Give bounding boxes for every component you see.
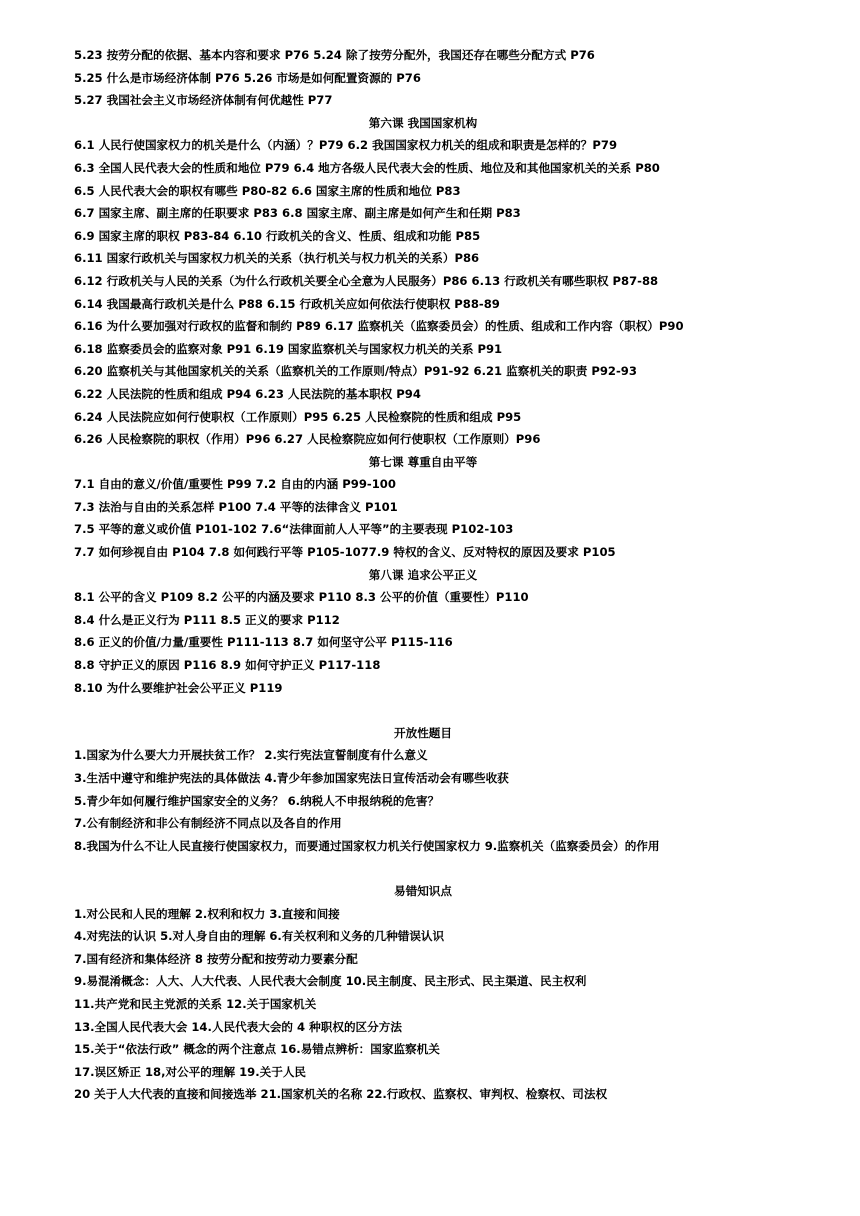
text-line: 9.易混淆概念：人大、人大代表、人民代表大会制度 10.民主制度、民主形式、民主渠道、民主权利 (74, 974, 587, 989)
text-line: 8.6 正义的价值/力量/重要性 P111-113 8.7 如何坚守公平 P115-116 (74, 635, 453, 650)
text-line: 6.7 国家主席、副主席的任职要求 P83 6.8 国家主席、副主席是如何产生和任期 P83 (74, 206, 521, 221)
text-line: 6.16 为什么要加强对行政权的监督和制约 P89 6.17 监察机关（监察委员会）的性质、组成和工作内容（职权）P90 (74, 319, 684, 334)
text-line: 5.27 我国社会主义市场经济体制有何优越性 P77 (74, 93, 333, 108)
text-line: 6.5 人民代表大会的职权有哪些 P80-82 6.6 国家主席的性质和地位 P83 (74, 183, 461, 198)
text-line: 6.14 我国最高行政机关是什么 P88 6.15 行政机关应如何依法行使职权 P88-89 (74, 296, 500, 311)
text-line: 7.3 法治与自由的关系怎样 P100 7.4 平等的法律含义 P101 (74, 499, 398, 514)
text-line: 5.青少年如何履行维护国家安全的义务？ 6.纳税人不申报纳税的危害？ (74, 793, 440, 808)
text-line: 7.7 如何珍视自由 P104 7.8 如何践行平等 P105-1077.9 特权的含义、反对特权的原因及要求 P105 (74, 545, 616, 560)
text-line: 8.8 守护正义的原因 P116 8.9 如何守护正义 P117-118 (74, 658, 381, 673)
section-heading: 第八课 追求公平正义 (368, 567, 478, 582)
text-line: 6.18 监察委员会的监察对象 P91 6.19 国家监察机关与国家权力机关的关系 P91 (74, 341, 503, 356)
text-line: 6.20 监察机关与其他国家机关的关系（监察机关的工作原则/特点）P91-92 6.21 监察机关的职责 P92-93 (74, 364, 637, 379)
section-heading: 第七课 尊重自由平等 (368, 454, 478, 469)
text-line: 5.25 什么是市场经济体制 P76 5.26 市场是如何配置资源的 P76 (74, 70, 421, 85)
text-line: 8.1 公平的含义 P109 8.2 公平的内涵及要求 P110 8.3 公平的价值（重要性）P110 (74, 590, 529, 605)
section-heading: 开放性题目 (394, 725, 452, 740)
text-line: 7.5 平等的意义或价值 P101-102 7.6“法律面前人人平等”的主要表现 P102-103 (74, 522, 514, 537)
text-line: 11.共产党和民主党派的关系 12.关于国家机关 (74, 996, 317, 1011)
text-line: 8.10 为什么要维护社会公平正义 P119 (74, 680, 283, 695)
text-line: 8.我国为什么不让人民直接行使国家权力，而要通过国家权力机关行使国家权力 9.监察机关（监察委员会）的作用 (74, 838, 660, 853)
section-heading: 易错知识点 (394, 883, 452, 898)
text-line: 3.生活中遵守和维护宪法的具体做法 4.青少年参加国家宪法日宣传活动会有哪些收获 (74, 771, 509, 785)
text-line: 6.12 行政机关与人民的关系（为什么行政机关要全心全意为人民服务）P86 6.13 行政机关有哪些职权 P87-88 (74, 273, 659, 288)
text-line: 20 关于人大代表的直接和间接选举 21.国家机关的名称 22.行政权、监察权、审判权、检察权、司法权 (74, 1087, 608, 1102)
text-line: 6.9 国家主席的职权 P83-84 6.10 行政机关的含义、性质、组成和功能 P85 (74, 228, 481, 243)
blank-line (74, 699, 834, 722)
text-line: 6.22 人民法院的性质和组成 P94 6.23 人民法院的基本职权 P94 (74, 386, 421, 401)
text-line: 8.4 什么是正义行为 P111 8.5 正义的要求 P112 (74, 612, 340, 627)
document-page (74, 44, 834, 1106)
text-line: 15.关于“依法行政” 概念的两个注意点 16.易错点辨析：国家监察机关 (74, 1042, 440, 1057)
text-line: 6.1 人民行使国家权力的机关是什么（内涵）？P79 6.2 我国国家权力机关的组成和职责是怎样的？P79 (74, 138, 618, 153)
text-line: 4.对宪法的认识 5.对人身自由的理解 6.有关权利和义务的几种错误认识 (74, 929, 445, 944)
text-line: 7.国有经济和集体经济 8 按劳分配和按劳动力要素分配 (74, 951, 358, 966)
text-line: 6.11 国家行政机关与国家权力机关的关系（执行机关与权力机关的关系）P86 (74, 251, 480, 266)
text-line: 1.对公民和人民的理解 2.权利和权力 3.直接和间接 (74, 906, 340, 921)
blank-line (74, 857, 834, 880)
text-line: 6.26 人民检察院的职权（作用）P96 6.27 人民检察院应如何行使职权（工作原则）P96 (74, 432, 541, 447)
text-line: 7.公有制经济和非公有制经济不同点以及各自的作用 (74, 816, 342, 831)
text-line: 1.国家为什么要大力开展扶贫工作？ 2.实行宪法宣誓制度有什么意义 (74, 748, 428, 763)
text-line: 7.1 自由的意义/价值/重要性 P99 7.2 自由的内涵 P99-100 (74, 477, 396, 492)
text-line: 6.24 人民法院应如何行使职权（工作原则）P95 6.25 人民检察院的性质和组成 P95 (74, 409, 522, 424)
text-line: 17.误区矫正 18,对公平的理解 19.关于人民 (74, 1064, 307, 1079)
text-line: 5.23 按劳分配的依据、基本内容和要求 P76 5.24 除了按劳分配外，我国还存在哪些分配方式 P76 (74, 48, 595, 62)
text-line: 13.全国人民代表大会 14.人民代表大会的 4 种职权的区分方法 (74, 1019, 402, 1034)
text-line: 6.3 全国人民代表大会的性质和地位 P79 6.4 地方各级人民代表大会的性质、地位及和其他国家机关的关系 P80 (74, 160, 660, 175)
section-heading: 第六课 我国国家机构 (368, 115, 478, 130)
